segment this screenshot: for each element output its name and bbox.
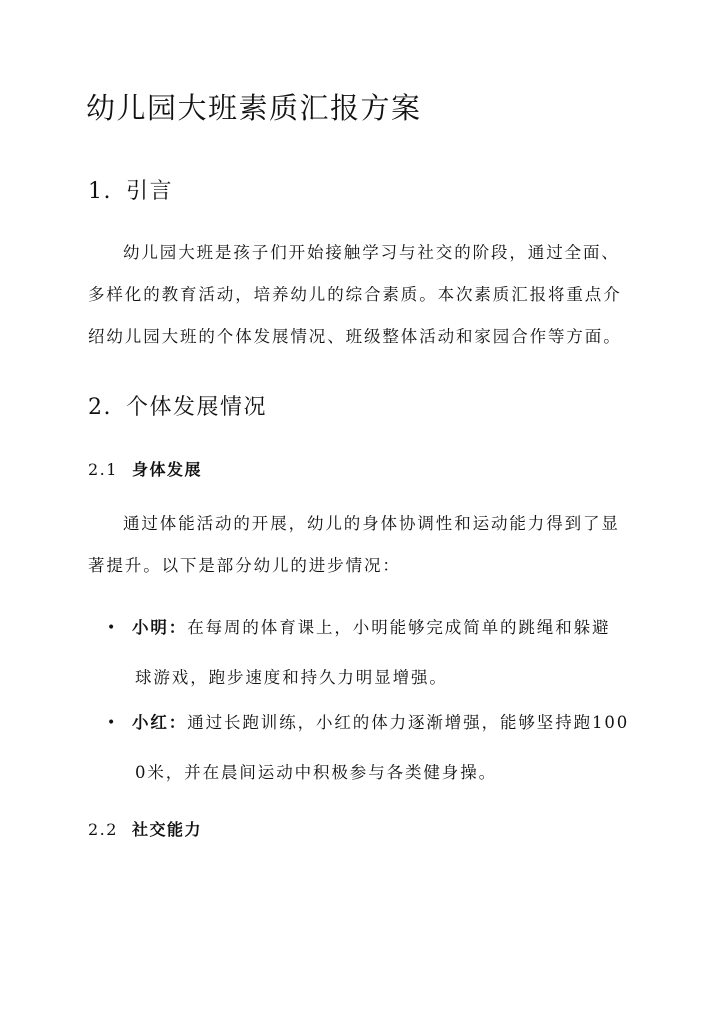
section-heading-individual-development: [88, 390, 267, 421]
child-name: 小红：: [132, 713, 188, 732]
section-number: 2.: [88, 395, 112, 420]
paragraph-line: 幼儿园大班是孩子们开始接触学习与社交的阶段，通过全面、: [123, 243, 620, 262]
section-title: 个体发展情况: [126, 395, 268, 420]
subsection-heading-physical-development: [88, 457, 202, 480]
bullet-marker: •: [107, 620, 118, 636]
list-item-text: [132, 603, 610, 703]
introduction-paragraph: [88, 232, 636, 358]
subsection-title: 身体发展: [132, 460, 203, 479]
bullet-marker: •: [107, 715, 118, 731]
paragraph-line: 著提升。以下是部分幼儿的进步情况：: [88, 556, 401, 575]
list-item-line: 球游戏，跑步速度和持久力明显增强。: [135, 668, 448, 687]
section-title: 引言: [126, 179, 174, 204]
paragraph-line: 多样化的教育活动，培养幼儿的综合素质。本次素质汇报将重点介: [88, 285, 622, 304]
paragraph-line: 绍幼儿园大班的个体发展情况、班级整体活动和家园合作等方面。: [88, 327, 622, 346]
document-title: 幼儿园大班素质汇报方案: [86, 91, 422, 125]
subsection-title: 社交能力: [132, 820, 203, 839]
child-name: 小明：: [132, 618, 188, 637]
physical-development-paragraph: [88, 503, 636, 587]
list-item-line: 通过长跑训练，小红的体力逐渐增强，能够坚持跑100: [187, 713, 630, 732]
section-number: 1.: [88, 179, 112, 204]
subsection-heading-social-skills: [88, 817, 202, 840]
list-item-line: 0米，并在晨间运动中积极参与各类健身操。: [135, 763, 497, 782]
list-item-text: [132, 698, 629, 798]
section-heading-introduction: [88, 174, 173, 205]
list-item-line: 在每周的体育课上，小明能够完成简单的跳绳和躲避: [187, 618, 611, 637]
paragraph-line: 通过体能活动的开展，幼儿的身体协调性和运动能力得到了显: [123, 514, 620, 533]
subsection-number: 2.1: [88, 460, 118, 479]
subsection-number: 2.2: [88, 820, 118, 839]
